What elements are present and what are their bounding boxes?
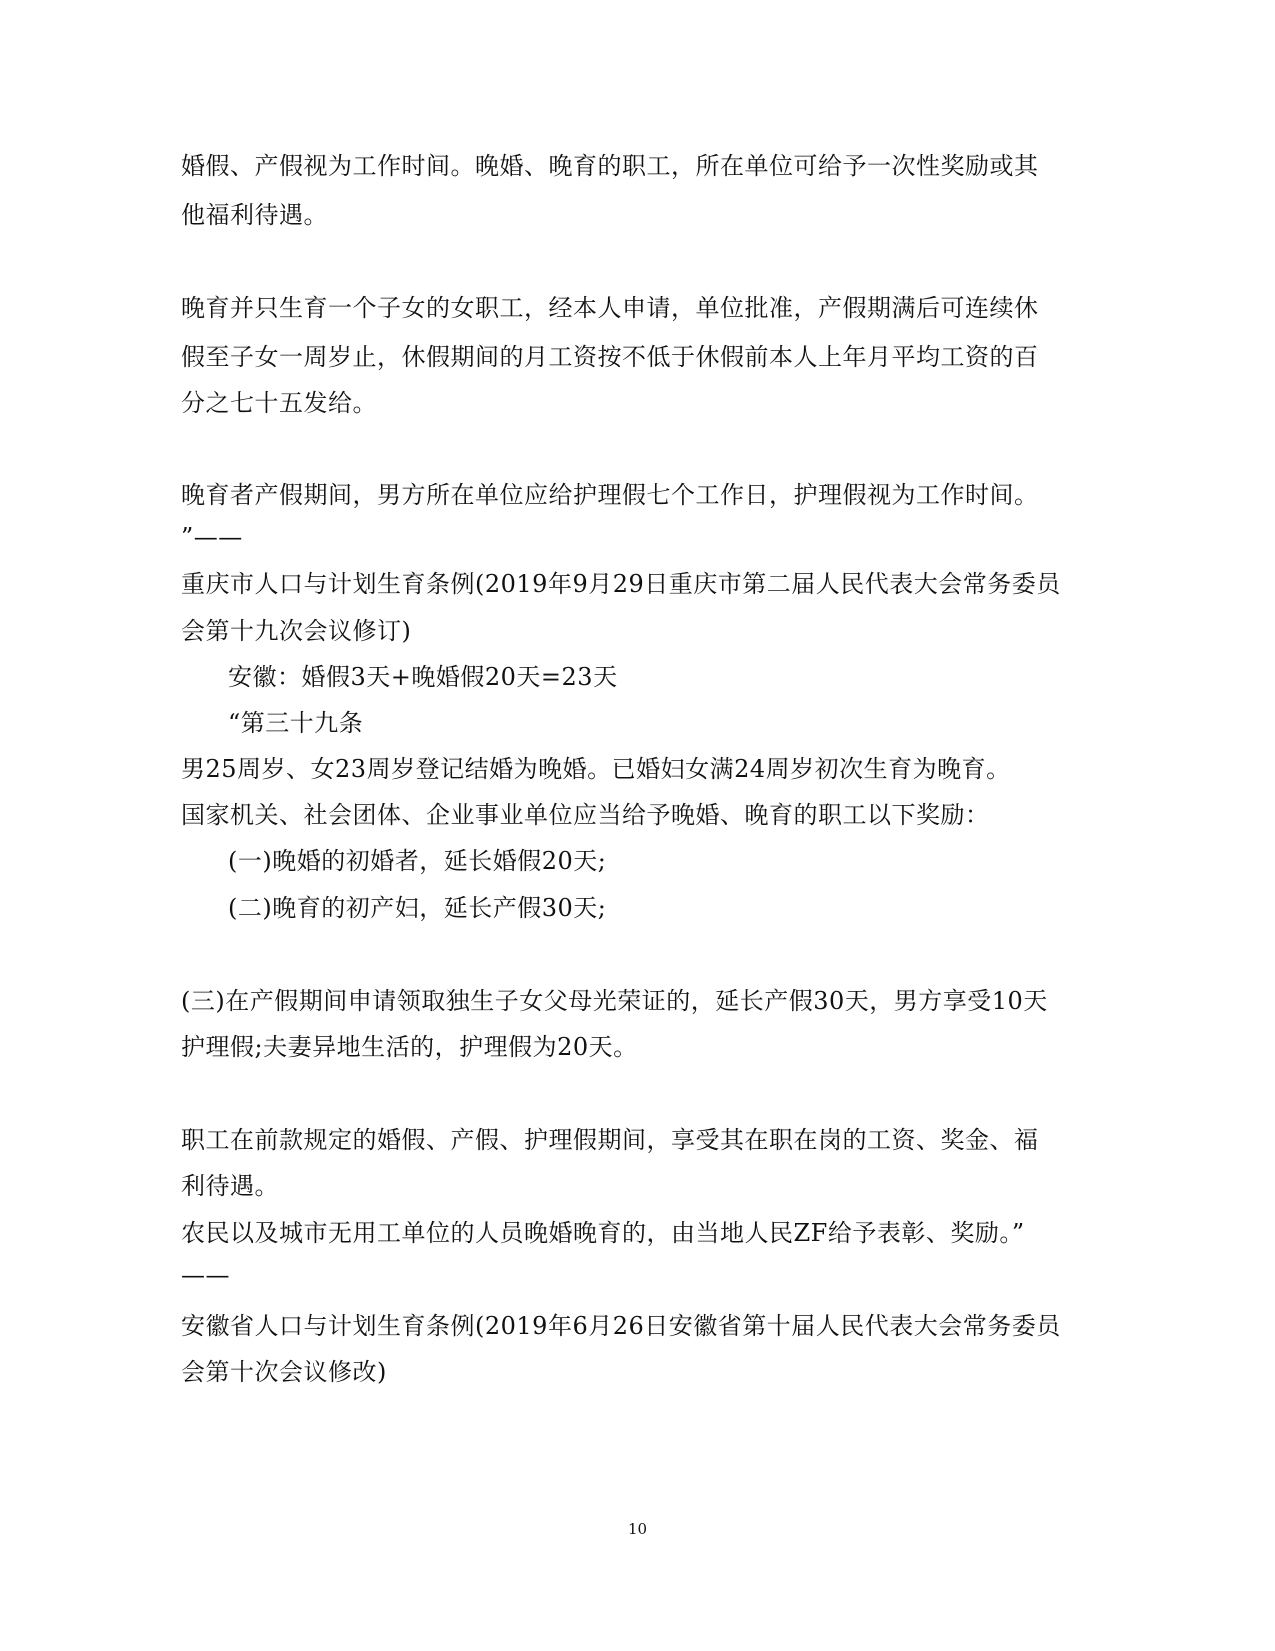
- text-line: 护理假;夫妻异地生活的，护理假为20天。: [181, 1033, 638, 1061]
- text-line: 晚育者产假期间，男方所在单位应给护理假七个工作日，护理假视为工作时间。: [181, 481, 1039, 509]
- text-line: 农民以及城市无用工单位的人员晚婚晚育的，由当地人民ZF给予表彰、奖励。”: [181, 1219, 1025, 1247]
- text-line: (二)晚育的初产妇，延长产假30天;: [228, 894, 607, 922]
- text-line: ——: [181, 1261, 230, 1289]
- text-line: 他福利待遇。: [181, 201, 328, 229]
- text-line: 重庆市人口与计划生育条例(2019年9月29日重庆市第二届人民代表大会常务委员: [181, 570, 1061, 598]
- text-line: 婚假、产假视为工作时间。晚婚、晚育的职工，所在单位可给予一次性奖励或其: [181, 152, 1039, 180]
- page-number: 10: [627, 1520, 648, 1538]
- text-line: ”——: [181, 523, 243, 551]
- text-line: (三)在产假期间申请领取独生子女父母光荣证的，延长产假30天，男方享受10天: [181, 987, 1048, 1015]
- text-line: 假至子女一周岁止，休假期间的月工资按不低于休假前本人上年月平均工资的百: [181, 343, 1039, 371]
- text-line: 分之七十五发给。: [181, 389, 377, 417]
- text-line: 利待遇。: [181, 1172, 279, 1200]
- text-line: 安徽省人口与计划生育条例(2019年6月26日安徽省第十届人民代表大会常务委员: [181, 1312, 1061, 1340]
- text-line: 晚育并只生育一个子女的女职工，经本人申请，单位批准，产假期满后可连续休: [181, 294, 1039, 322]
- text-line: 会第十次会议修改): [181, 1358, 387, 1386]
- text-line: 男25周岁、女23周岁登记结婚为晚婚。已婚妇女满24周岁初次生育为晚育。: [181, 755, 1011, 783]
- text-line: 国家机关、社会团体、企业事业单位应当给予晚婚、晚育的职工以下奖励：: [181, 801, 990, 829]
- text-line: “第三十九条: [228, 709, 364, 737]
- text-line: 安徽：婚假3天+晚婚假20天=23天: [228, 663, 618, 691]
- text-line: 职工在前款规定的婚假、产假、护理假期间，享受其在职在岗的工资、奖金、福: [181, 1126, 1039, 1154]
- text-line: 会第十九次会议修订): [181, 617, 412, 645]
- text-line: (一)晚婚的初婚者，延长婚假20天;: [228, 847, 607, 875]
